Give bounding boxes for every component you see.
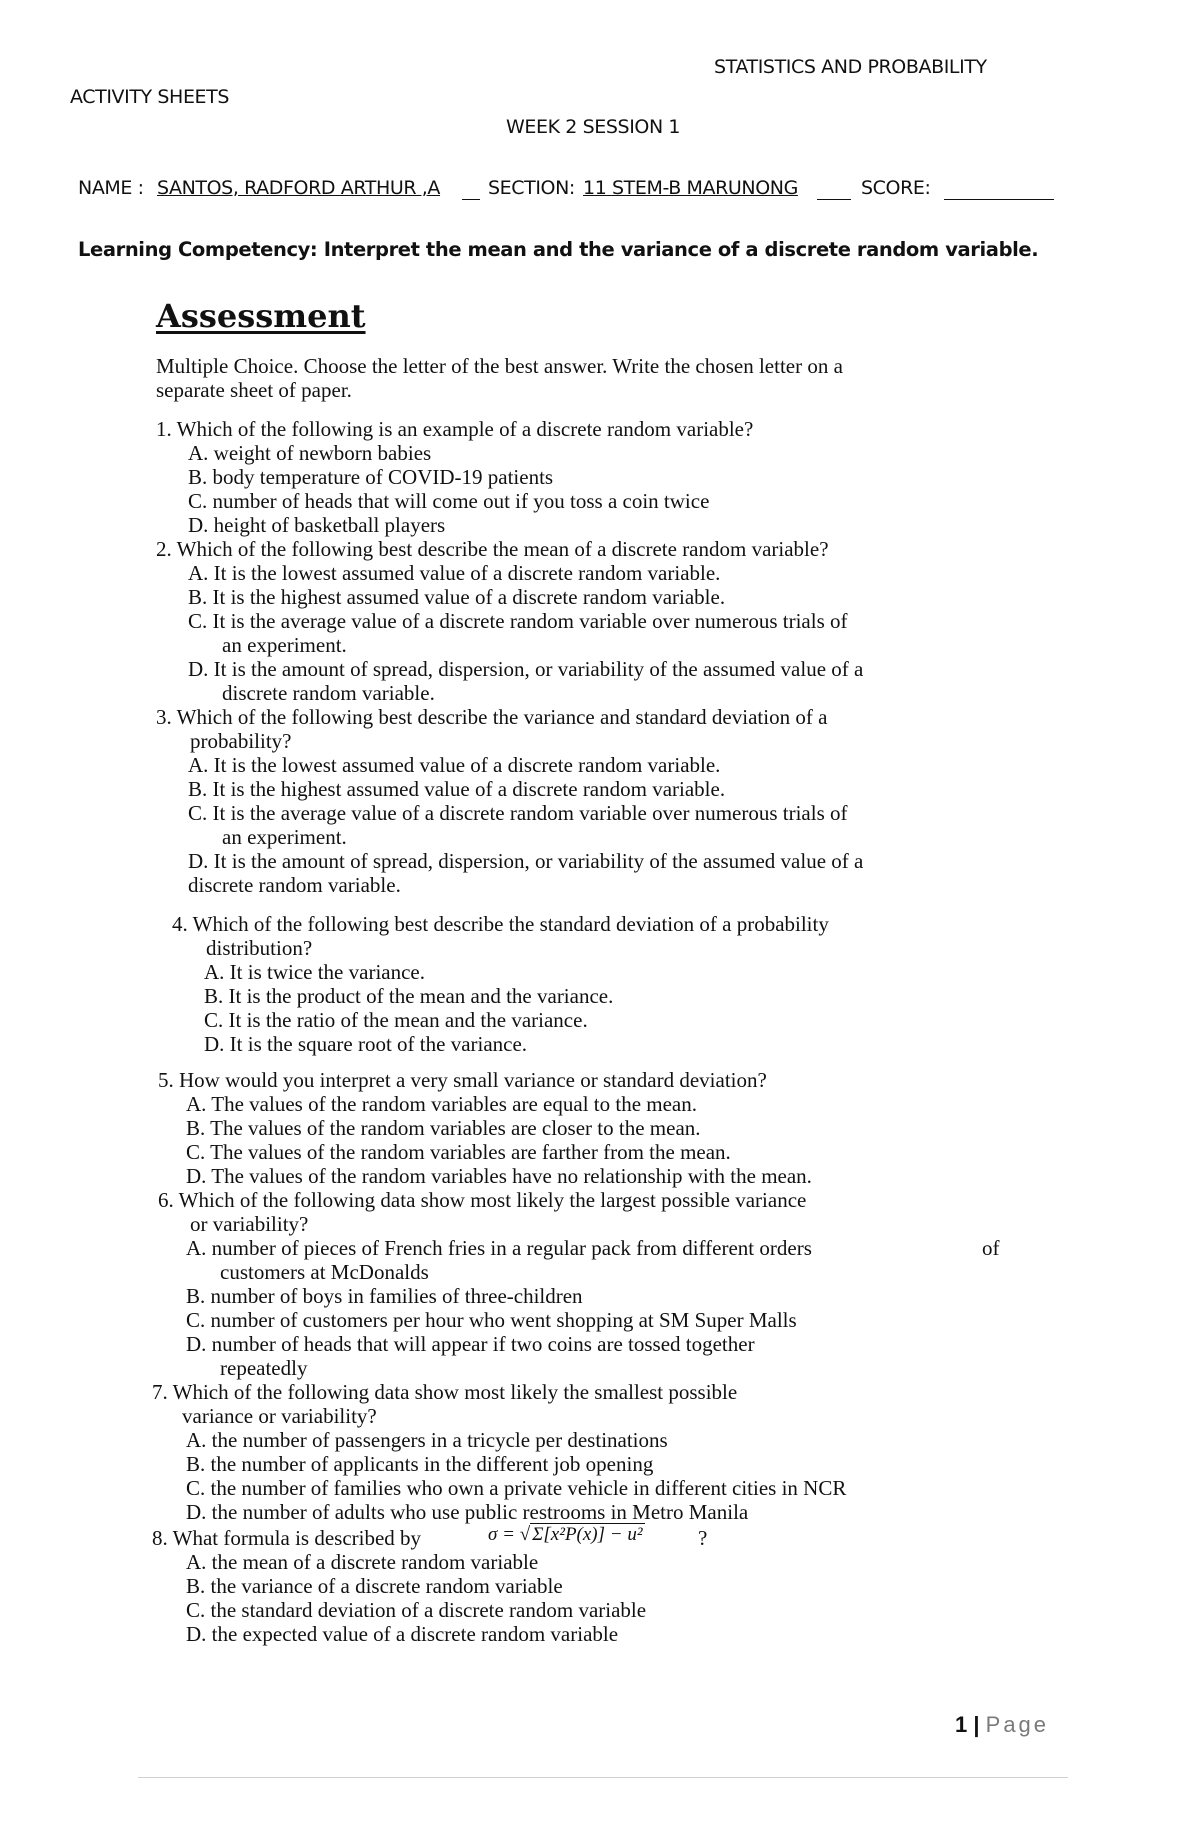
q4-option-b: B. It is the product of the mean and the variance. — [204, 984, 614, 1008]
question-3-cont: probability? — [190, 729, 292, 753]
section-label: SECTION: — [488, 177, 575, 199]
std-dev-formula — [488, 1524, 645, 1546]
q6-option-a-cont: customers at McDonalds — [220, 1260, 429, 1284]
instructions-line-2: separate sheet of paper. — [156, 378, 352, 402]
doc-type: ACTIVITY SHEETS — [70, 86, 230, 108]
score-blank — [944, 199, 1054, 200]
q2-option-d-cont: discrete random variable. — [222, 681, 435, 705]
section-value: 11 STEM-B MARUNONG — [583, 177, 798, 199]
q1-option-b: B. body temperature of COVID-19 patients — [188, 465, 554, 489]
name-blank — [462, 199, 480, 200]
page-footer — [955, 1712, 1049, 1738]
formula-radicand: Σ[x²P(x)] − u² — [532, 1524, 643, 1545]
q3-option-c: C. It is the average value of a discrete random variable over numerous trials of — [188, 801, 848, 825]
q3-option-d: D. It is the amount of spread, dispersion, or variability of the assumed value of a — [188, 849, 864, 873]
q8-option-c: C. the standard deviation of a discrete random variable — [186, 1598, 647, 1622]
q6-option-c: C. number of customers per hour who went shopping at SM Super Malls — [186, 1308, 797, 1332]
q7-option-a: A. the number of passengers in a tricycle per destinations — [186, 1428, 668, 1452]
q6-option-a: A. number of pieces of French fries in a regular pack from different orders — [186, 1236, 812, 1260]
q3-option-a: A. It is the lowest assumed value of a discrete random variable. — [188, 753, 721, 777]
page-number: 1 | — [955, 1712, 980, 1737]
question-6-cont: or variability? — [190, 1212, 309, 1236]
q2-option-a: A. It is the lowest assumed value of a discrete random variable. — [188, 561, 721, 585]
q8-option-d: D. the expected value of a discrete random variable — [186, 1622, 619, 1646]
footer-rule — [138, 1777, 1068, 1778]
q8-option-a: A. the mean of a discrete random variable — [186, 1550, 539, 1574]
q1-option-c: C. number of heads that will come out if you toss a coin twice — [188, 489, 710, 513]
score-label: SCORE: — [861, 177, 931, 199]
subject-title: STATISTICS AND PROBABILITY — [714, 56, 987, 78]
page-word: Page — [985, 1712, 1050, 1737]
q7-option-c: C. the number of families who own a private vehicle in different cities in NCR — [186, 1476, 847, 1500]
q3-option-b: B. It is the highest assumed value of a discrete random variable. — [188, 777, 726, 801]
instructions-line-1: Multiple Choice. Choose the letter of the best answer. Write the chosen letter on a — [156, 354, 843, 378]
question-5: 5. How would you interpret a very small variance or standard deviation? — [158, 1068, 767, 1092]
q5-option-a: A. The values of the random variables are equal to the mean. — [186, 1092, 698, 1116]
question-8-mark: ? — [698, 1526, 708, 1550]
q8-option-b: B. the variance of a discrete random variable — [186, 1574, 563, 1598]
q4-option-a: A. It is twice the variance. — [204, 960, 425, 984]
question-4: 4. Which of the following best describe the standard deviation of a probability — [172, 912, 829, 936]
question-1: 1. Which of the following is an example of a discrete random variable? — [156, 417, 754, 441]
q6-option-a-of: of — [982, 1236, 1000, 1260]
q3-option-d-cont: discrete random variable. — [188, 873, 401, 897]
learning-competency: Learning Competency: Interpret the mean and the variance of a discrete random variable. — [78, 238, 1039, 261]
q6-option-d-cont: repeatedly — [220, 1356, 308, 1380]
question-7-cont: variance or variability? — [182, 1404, 377, 1428]
assessment-title: Assessment — [156, 297, 366, 335]
formula-lhs: σ = √ — [488, 1524, 531, 1545]
section-blank — [817, 199, 851, 200]
question-3: 3. Which of the following best describe the variance and standard deviation of a — [156, 705, 828, 729]
name-value: SANTOS, RADFORD ARTHUR ,A — [157, 177, 441, 199]
question-8: 8. What formula is described by — [152, 1526, 422, 1550]
q2-option-c: C. It is the average value of a discrete random variable over numerous trials of — [188, 609, 848, 633]
q2-option-b: B. It is the highest assumed value of a discrete random variable. — [188, 585, 726, 609]
question-6: 6. Which of the following data show most likely the largest possible variance — [158, 1188, 807, 1212]
q2-option-c-cont: an experiment. — [222, 633, 347, 657]
q4-option-d: D. It is the square root of the variance. — [204, 1032, 528, 1056]
q7-option-b: B. the number of applicants in the different job opening — [186, 1452, 654, 1476]
q6-option-d: D. number of heads that will appear if two coins are tossed together — [186, 1332, 755, 1356]
q5-option-d: D. The values of the random variables have no relationship with the mean. — [186, 1164, 812, 1188]
q4-option-c: C. It is the ratio of the mean and the variance. — [204, 1008, 588, 1032]
q2-option-d: D. It is the amount of spread, dispersion, or variability of the assumed value of a — [188, 657, 864, 681]
q1-option-d: D. height of basketball players — [188, 513, 446, 537]
q6-option-b: B. number of boys in families of three-children — [186, 1284, 583, 1308]
q5-option-b: B. The values of the random variables are closer to the mean. — [186, 1116, 701, 1140]
q1-option-a: A. weight of newborn babies — [188, 441, 432, 465]
question-2: 2. Which of the following best describe the mean of a discrete random variable? — [156, 537, 829, 561]
question-7: 7. Which of the following data show most likely the smallest possible — [152, 1380, 738, 1404]
week-session: WEEK 2 SESSION 1 — [506, 116, 681, 138]
name-label: NAME : — [78, 177, 144, 199]
q3-option-c-cont: an experiment. — [222, 825, 347, 849]
q5-option-c: C. The values of the random variables are farther from the mean. — [186, 1140, 731, 1164]
q7-option-d: D. the number of adults who use public restrooms in Metro Manila — [186, 1500, 749, 1524]
question-4-cont: distribution? — [206, 936, 313, 960]
